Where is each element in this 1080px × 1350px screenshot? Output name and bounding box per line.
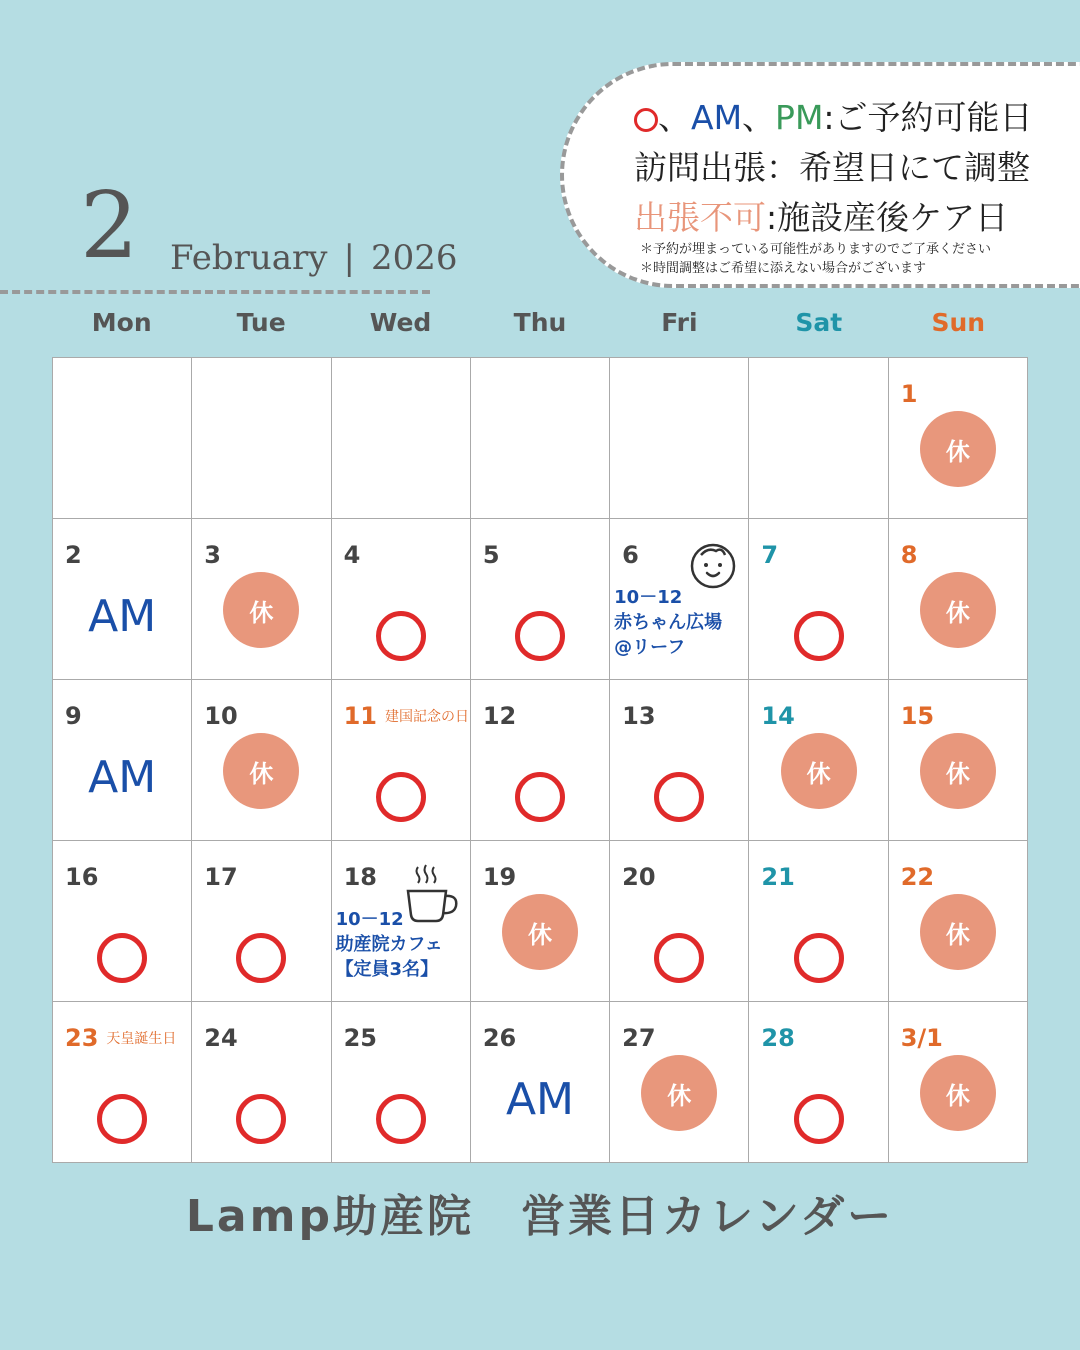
closed-mark: 休 <box>781 733 857 809</box>
calendar-cell-empty <box>332 358 471 519</box>
closed-mark: 休 <box>502 894 578 970</box>
calendar-cell <box>889 519 1028 680</box>
date-number: 6 <box>622 541 639 569</box>
event-title: 赤ちゃん広場 <box>614 612 723 633</box>
date-number: 4 <box>343 541 361 569</box>
event-place: @リーフ <box>614 637 686 658</box>
calendar-cell <box>610 519 749 680</box>
available-circle-icon <box>654 933 704 983</box>
date-number: 13 <box>622 702 656 730</box>
calendar-cell-empty <box>610 358 749 519</box>
calendar-cell <box>471 841 610 1002</box>
legend-am: AM <box>691 98 743 137</box>
weekday-sat: Sat <box>795 308 843 337</box>
date-number: 9 <box>65 702 82 730</box>
weekday-header <box>52 308 1028 337</box>
calendar-cell-empty <box>749 358 888 519</box>
date-number: 15 <box>900 702 935 730</box>
date-number: 3 <box>204 541 221 569</box>
closed-mark: 休 <box>920 894 996 970</box>
calendar-cell <box>53 841 192 1002</box>
calendar-cell <box>889 680 1028 841</box>
closed-mark: 休 <box>223 733 299 809</box>
calendar-cell <box>332 841 471 1002</box>
available-circle-icon <box>515 611 565 661</box>
calendar-title: Lamp助産院 営業日カレンダー <box>185 1191 895 1242</box>
closed-mark: 休 <box>920 572 996 648</box>
available-circle-icon <box>376 611 426 661</box>
calendar-cell <box>889 358 1028 519</box>
date-value: 23 <box>65 1024 99 1052</box>
calendar-cell <box>749 841 888 1002</box>
available-circle-icon <box>794 933 844 983</box>
calendar-cell <box>610 841 749 1002</box>
holiday-label: 建国記念の日 <box>384 709 469 725</box>
event-time: 10－12 <box>335 909 404 930</box>
legend-available <box>634 92 1033 139</box>
weekday-fri: Fri <box>661 308 698 337</box>
date-number: 8 <box>900 541 918 569</box>
calendar-cell-empty <box>192 358 331 519</box>
date-number: 19 <box>482 863 517 891</box>
available-circle-icon <box>794 611 844 661</box>
am-mark: AM <box>88 752 157 803</box>
calendar-cell <box>889 841 1028 1002</box>
date-number: 26 <box>482 1024 517 1052</box>
date-number: 22 <box>900 863 935 891</box>
calendar-cell <box>192 841 331 1002</box>
date-number: 21 <box>761 863 795 891</box>
date-number: 5 <box>482 541 500 569</box>
legend-pm: PM <box>775 98 824 137</box>
calendar-cell <box>471 519 610 680</box>
calendar-cell <box>332 519 471 680</box>
date-number: 25 <box>343 1024 377 1052</box>
date-value: 11 <box>343 702 377 730</box>
month-number: 2 <box>80 172 139 279</box>
calendar-cell <box>192 680 331 841</box>
calendar-cell-empty <box>471 358 610 519</box>
calendar-cell <box>53 1002 192 1163</box>
calendar-cell <box>332 1002 471 1163</box>
closed-mark: 休 <box>223 572 299 648</box>
date-number: 18 <box>343 863 377 891</box>
closed-mark: 休 <box>920 411 996 487</box>
closed-mark: 休 <box>920 733 996 809</box>
holiday-label: 天皇誕生日 <box>106 1031 177 1047</box>
available-circle-icon <box>97 1094 147 1144</box>
calendar-cell <box>610 1002 749 1163</box>
date-number: 10 <box>204 702 238 730</box>
weekday-tue: Tue <box>236 308 286 337</box>
closed-mark: 休 <box>641 1055 717 1131</box>
calendar-cell <box>192 1002 331 1163</box>
date-number: 28 <box>761 1024 795 1052</box>
header-divider <box>0 290 430 294</box>
legend-no-trip-text: :施設産後ケア日 <box>766 198 1009 237</box>
am-mark: AM <box>505 1074 575 1125</box>
date-number <box>65 1024 176 1052</box>
legend-circle-icon <box>634 108 658 132</box>
baby-face-icon <box>686 541 740 589</box>
event-text <box>336 907 443 982</box>
event-capacity: 【定員3名】 <box>335 959 439 980</box>
month-name: February <box>170 238 328 278</box>
calendar-cell <box>749 680 888 841</box>
month-year-label <box>170 238 458 278</box>
date-number: 7 <box>761 541 779 569</box>
legend-note-1: ＊予約が埋まっている可能性がありますのでご了承ください <box>640 242 992 257</box>
closed-mark: 休 <box>920 1055 996 1131</box>
date-number: 12 <box>482 702 517 730</box>
available-circle-icon <box>97 933 147 983</box>
calendar-cell <box>610 680 749 841</box>
weekday-sun: Sun <box>931 308 986 337</box>
available-circle-icon <box>236 933 286 983</box>
date-number: 14 <box>761 702 795 730</box>
date-number: 3/1 <box>900 1024 943 1052</box>
date-number: 1 <box>900 380 918 408</box>
year: 2026 <box>370 238 458 278</box>
event-title: 助産院カフェ <box>335 934 443 955</box>
event-text <box>614 585 722 660</box>
legend-no-trip <box>634 192 1008 239</box>
calendar-cell <box>53 519 192 680</box>
available-circle-icon <box>376 772 426 822</box>
date-number: 24 <box>204 1024 238 1052</box>
legend-visit: 訪問出張：希望日にて調整 <box>634 148 1030 187</box>
weekday-wed: Wed <box>369 308 432 337</box>
calendar-cell <box>53 680 192 841</box>
weekday-thu: Thu <box>513 308 567 337</box>
date-number <box>344 702 469 730</box>
available-circle-icon <box>794 1094 844 1144</box>
calendar-cell <box>332 680 471 841</box>
date-number: 20 <box>622 863 656 891</box>
calendar-cell <box>192 519 331 680</box>
calendar-cell <box>749 1002 888 1163</box>
available-circle-icon <box>654 772 704 822</box>
legend-sep: 、 <box>742 98 776 137</box>
date-number: 16 <box>65 863 99 891</box>
calendar-cell <box>889 1002 1028 1163</box>
available-circle-icon <box>515 772 565 822</box>
weekday-mon: Mon <box>91 308 152 337</box>
date-number: 17 <box>204 863 238 891</box>
available-circle-icon <box>376 1094 426 1144</box>
date-number: 27 <box>622 1024 656 1052</box>
calendar-cell <box>471 680 610 841</box>
calendar-cell-empty <box>53 358 192 519</box>
calendar-cell <box>749 519 888 680</box>
calendar-cell <box>471 1002 610 1163</box>
legend-no-trip-label: 出張不可 <box>634 198 766 237</box>
event-time: 10－12 <box>614 587 683 608</box>
calendar-grid <box>52 357 1028 1163</box>
legend-box <box>560 62 1080 288</box>
month-year-separator: | <box>343 238 355 278</box>
available-circle-icon <box>236 1094 286 1144</box>
legend-available-text: :ご予約可能日 <box>823 98 1033 137</box>
legend-note-2: ＊時間調整はご希望に添えない場合がございます <box>640 261 927 276</box>
date-number: 2 <box>65 541 82 569</box>
legend-sep: 、 <box>658 98 691 137</box>
am-mark: AM <box>88 591 157 642</box>
